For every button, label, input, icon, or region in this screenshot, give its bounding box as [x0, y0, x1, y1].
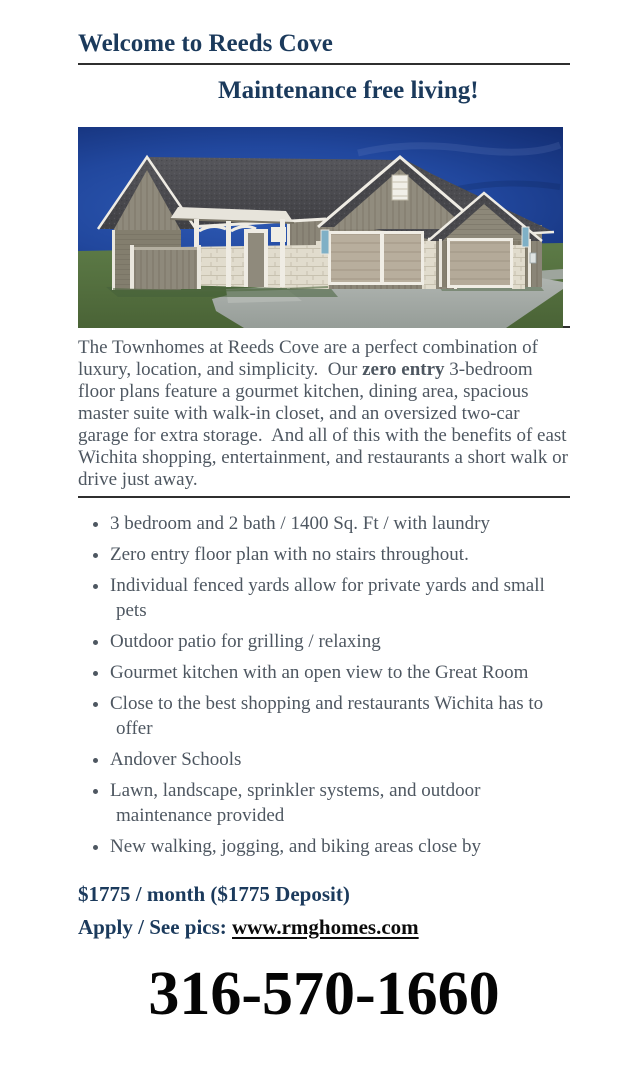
feature-item: • New walking, jogging, and biking areas close by: [110, 834, 570, 859]
feature-item: • Individual fenced yards allow for private yards and small pets: [110, 573, 570, 623]
features-list: [78, 511, 570, 859]
accent-window-right: [522, 227, 529, 247]
apply-line: [78, 915, 570, 940]
page-subtitle: Maintenance free living!: [218, 76, 479, 104]
accent-window: [321, 230, 329, 254]
feature-item: • Gourmet kitchen with an open view to the Great Room: [110, 660, 570, 685]
feature-item: • Lawn, landscape, sprinkler systems, and outdoor maintenance provided: [110, 778, 570, 828]
privacy-fence: [130, 245, 201, 289]
phone-number: 316-570-1660: [148, 959, 500, 1028]
house-rendering-image: [78, 127, 563, 328]
feature-item: • 3 bedroom and 2 bath / 1400 Sq. Ft / with laundry: [110, 511, 570, 536]
feature-item: • Close to the best shopping and restaurants Wichita has to offer: [110, 691, 570, 741]
intro-paragraph: [78, 336, 573, 498]
page-title: Welcome to Reeds Cove: [78, 30, 570, 65]
feature-item: • Outdoor patio for grilling / relaxing: [110, 629, 570, 654]
intro-bold-zero-entry: zero entry: [362, 358, 445, 380]
gable-vent: [392, 175, 408, 200]
utility-box: [530, 253, 536, 263]
website-link[interactable]: www.rmghomes.com: [232, 914, 419, 939]
feature-item: • Andover Schools: [110, 747, 570, 772]
hero-image-block: [78, 127, 570, 328]
price-line: $1775 / month ($1775 Deposit): [78, 881, 350, 906]
apply-label: Apply / See pics:: [78, 914, 233, 939]
garage-doors: [330, 232, 512, 286]
feature-item: • Zero entry floor plan with no stairs throughout.: [110, 542, 570, 567]
intro-text-2: 3-bedroom floor plans feature a gourmet kitchen, dining area, spacious master suite with walk-in closet, and an oversized two-car garage for extra storage. And all of this with the benefits of east Wichita shopping, entertainment, and restaurants a short walk or drive just away.: [78, 358, 573, 490]
intro-text-1: The Townhomes at Reeds Cove are a perfect combination of luxury, location, and simplicity. Our: [78, 336, 543, 380]
